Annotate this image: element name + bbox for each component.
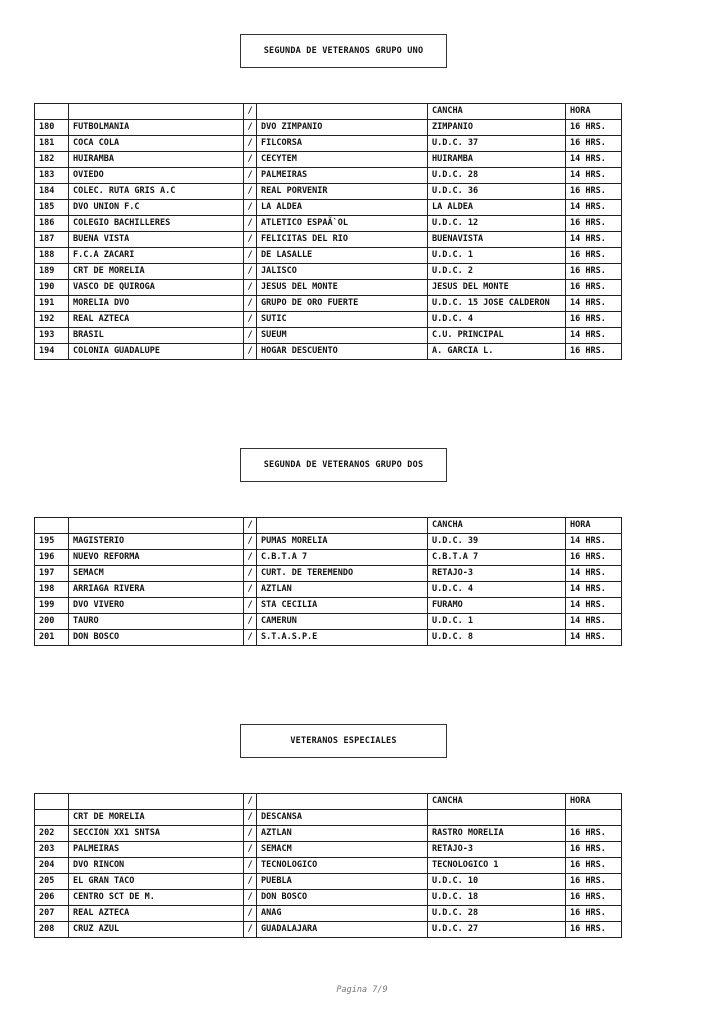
table-row xyxy=(35,248,622,264)
table-row xyxy=(35,312,622,328)
table-row xyxy=(35,296,622,312)
venue-cell: HUIRAMBA xyxy=(428,152,566,168)
time-cell: 14 HRS. xyxy=(566,200,622,216)
time-cell: 16 HRS. xyxy=(566,120,622,136)
match-number-cell: 195 xyxy=(35,534,69,550)
away-team-cell: REAL PORVENIR xyxy=(257,184,428,200)
match-number-cell: 200 xyxy=(35,614,69,630)
time-cell: HORA xyxy=(566,518,622,534)
separator-cell: / xyxy=(244,136,257,152)
match-number-cell: 201 xyxy=(35,630,69,646)
table-row xyxy=(35,264,622,280)
time-cell: 16 HRS. xyxy=(566,906,622,922)
table-row xyxy=(35,614,622,630)
separator-cell: / xyxy=(244,890,257,906)
home-team-cell: ARRIAGA RIVERA xyxy=(69,582,244,598)
away-team-cell: PUEBLA xyxy=(257,874,428,890)
home-team-cell: COLONIA GUADALUPE xyxy=(69,344,244,360)
away-team-cell: AZTLAN xyxy=(257,582,428,598)
separator-cell: / xyxy=(244,328,257,344)
time-cell: 14 HRS. xyxy=(566,152,622,168)
time-cell: 16 HRS. xyxy=(566,280,622,296)
table-row xyxy=(35,890,622,906)
table-header-row xyxy=(35,794,622,810)
away-team-cell: LA ALDEA xyxy=(257,200,428,216)
home-team-cell: TAURO xyxy=(69,614,244,630)
time-cell: 16 HRS. xyxy=(566,890,622,906)
match-number-cell: 202 xyxy=(35,826,69,842)
separator-cell: / xyxy=(244,184,257,200)
table-header-row xyxy=(35,104,622,120)
separator-cell: / xyxy=(244,104,257,120)
table-row xyxy=(35,120,622,136)
home-team-cell: FUTBOLMANIA xyxy=(69,120,244,136)
separator-cell: / xyxy=(244,120,257,136)
separator-cell: / xyxy=(244,874,257,890)
away-team-cell: CAMERUN xyxy=(257,614,428,630)
table-row xyxy=(35,152,622,168)
match-number-cell: 188 xyxy=(35,248,69,264)
separator-cell: / xyxy=(244,200,257,216)
venue-cell: CANCHA xyxy=(428,518,566,534)
separator-cell: / xyxy=(244,168,257,184)
venue-cell: U.D.C. 37 xyxy=(428,136,566,152)
match-number-cell: 192 xyxy=(35,312,69,328)
home-team-cell: HUIRAMBA xyxy=(69,152,244,168)
separator-cell: / xyxy=(244,858,257,874)
separator-cell: / xyxy=(244,794,257,810)
time-cell: 16 HRS. xyxy=(566,858,622,874)
table-row xyxy=(35,136,622,152)
away-team-cell: DESCANSA xyxy=(257,810,428,826)
separator-cell: / xyxy=(244,296,257,312)
time-cell: 16 HRS. xyxy=(566,264,622,280)
home-team-cell: BRASIL xyxy=(69,328,244,344)
venue-cell: A. GARCIA L. xyxy=(428,344,566,360)
away-team-cell: ATLETICO ESPAÃ`OL xyxy=(257,216,428,232)
match-number-cell: 206 xyxy=(35,890,69,906)
venue-cell: C.U. PRINCIPAL xyxy=(428,328,566,344)
time-cell: 14 HRS. xyxy=(566,598,622,614)
match-number-cell xyxy=(35,518,69,534)
table-row xyxy=(35,566,622,582)
venue-cell: U.D.C. 2 xyxy=(428,264,566,280)
match-number-cell: 183 xyxy=(35,168,69,184)
time-cell: 14 HRS. xyxy=(566,296,622,312)
time-cell xyxy=(566,810,622,826)
time-cell: 16 HRS. xyxy=(566,344,622,360)
table-row xyxy=(35,534,622,550)
away-team-cell: DVO ZIMPANIO xyxy=(257,120,428,136)
away-team-cell: SEMACM xyxy=(257,842,428,858)
home-team-cell xyxy=(69,794,244,810)
table-row xyxy=(35,630,622,646)
home-team-cell: MAGISTERIO xyxy=(69,534,244,550)
table-row xyxy=(35,550,622,566)
home-team-cell: CRUZ AZUL xyxy=(69,922,244,938)
separator-cell: / xyxy=(244,614,257,630)
table-row xyxy=(35,858,622,874)
match-number-cell: 187 xyxy=(35,232,69,248)
home-team-cell xyxy=(69,518,244,534)
away-team-cell xyxy=(257,518,428,534)
separator-cell: / xyxy=(244,826,257,842)
time-cell: 14 HRS. xyxy=(566,582,622,598)
venue-cell: RETAJO-3 xyxy=(428,566,566,582)
home-team-cell: PALMEIRAS xyxy=(69,842,244,858)
home-team-cell: CRT DE MORELIA xyxy=(69,810,244,826)
home-team-cell: REAL AZTECA xyxy=(69,312,244,328)
venue-cell: FURAMO xyxy=(428,598,566,614)
match-number-cell: 208 xyxy=(35,922,69,938)
time-cell: 16 HRS. xyxy=(566,312,622,328)
table-row xyxy=(35,328,622,344)
time-cell: 16 HRS. xyxy=(566,874,622,890)
time-cell: 14 HRS. xyxy=(566,566,622,582)
match-number-cell: 180 xyxy=(35,120,69,136)
match-number-cell: 196 xyxy=(35,550,69,566)
match-number-cell: 184 xyxy=(35,184,69,200)
separator-cell: / xyxy=(244,232,257,248)
table-row xyxy=(35,184,622,200)
home-team-cell: REAL AZTECA xyxy=(69,906,244,922)
time-cell: 14 HRS. xyxy=(566,614,622,630)
separator-cell: / xyxy=(244,630,257,646)
venue-cell: U.D.C. 1 xyxy=(428,248,566,264)
home-team-cell: NUEVO REFORMA xyxy=(69,550,244,566)
time-cell: 16 HRS. xyxy=(566,842,622,858)
table-row xyxy=(35,200,622,216)
venue-cell xyxy=(428,810,566,826)
time-cell: 14 HRS. xyxy=(566,630,622,646)
separator-cell: / xyxy=(244,598,257,614)
venue-cell: U.D.C. 4 xyxy=(428,582,566,598)
home-team-cell: VASCO DE QUIROGA xyxy=(69,280,244,296)
separator-cell: / xyxy=(244,550,257,566)
table-row xyxy=(35,582,622,598)
away-team-cell: FILCORSA xyxy=(257,136,428,152)
fixtures-table xyxy=(34,103,622,360)
away-team-cell: ANAG xyxy=(257,906,428,922)
venue-cell: TECNOLOGICO 1 xyxy=(428,858,566,874)
away-team-cell xyxy=(257,794,428,810)
away-team-cell: GRUPO DE ORO FUERTE xyxy=(257,296,428,312)
match-number-cell: 205 xyxy=(35,874,69,890)
away-team-cell: FELICITAS DEL RIO xyxy=(257,232,428,248)
separator-cell: / xyxy=(244,312,257,328)
venue-cell: RASTRO MORELIA xyxy=(428,826,566,842)
time-cell: 16 HRS. xyxy=(566,216,622,232)
away-team-cell: JESUS DEL MONTE xyxy=(257,280,428,296)
home-team-cell: DVO UNION F.C xyxy=(69,200,244,216)
home-team-cell: SECCION XX1 SNTSA xyxy=(69,826,244,842)
home-team-cell: EL GRAN TACO xyxy=(69,874,244,890)
venue-cell: C.B.T.A 7 xyxy=(428,550,566,566)
home-team-cell: DON BOSCO xyxy=(69,630,244,646)
table-row xyxy=(35,810,622,826)
venue-cell: BUENAVISTA xyxy=(428,232,566,248)
venue-cell: U.D.C. 1 xyxy=(428,614,566,630)
table-row xyxy=(35,216,622,232)
venue-cell: U.D.C. 18 xyxy=(428,890,566,906)
section-title: SEGUNDA DE VETERANOS GRUPO UNO xyxy=(240,34,447,68)
time-cell: 16 HRS. xyxy=(566,248,622,264)
time-cell: 16 HRS. xyxy=(566,550,622,566)
away-team-cell: CURT. DE TEREMENDO xyxy=(257,566,428,582)
venue-cell: U.D.C. 8 xyxy=(428,630,566,646)
away-team-cell xyxy=(257,104,428,120)
home-team-cell: COLEC. RUTA GRIS A.C xyxy=(69,184,244,200)
venue-cell: CANCHA xyxy=(428,104,566,120)
away-team-cell: SUEUM xyxy=(257,328,428,344)
time-cell: HORA xyxy=(566,104,622,120)
match-number-cell xyxy=(35,810,69,826)
fixtures-table xyxy=(34,793,622,938)
away-team-cell: DE LASALLE xyxy=(257,248,428,264)
venue-cell: U.D.C. 36 xyxy=(428,184,566,200)
match-number-cell: 204 xyxy=(35,858,69,874)
separator-cell: / xyxy=(244,566,257,582)
table-row xyxy=(35,280,622,296)
table-row xyxy=(35,168,622,184)
match-number-cell: 181 xyxy=(35,136,69,152)
match-number-cell: 194 xyxy=(35,344,69,360)
separator-cell: / xyxy=(244,518,257,534)
venue-cell: U.D.C. 10 xyxy=(428,874,566,890)
section-title: SEGUNDA DE VETERANOS GRUPO DOS xyxy=(240,448,447,482)
away-team-cell: C.B.T.A 7 xyxy=(257,550,428,566)
separator-cell: / xyxy=(244,152,257,168)
venue-cell: ZIMPANIO xyxy=(428,120,566,136)
match-number-cell: 198 xyxy=(35,582,69,598)
home-team-cell: SEMACM xyxy=(69,566,244,582)
away-team-cell: JALISCO xyxy=(257,264,428,280)
home-team-cell: DVO VIVERO xyxy=(69,598,244,614)
venue-cell: U.D.C. 39 xyxy=(428,534,566,550)
table-header-row xyxy=(35,518,622,534)
match-number-cell: 197 xyxy=(35,566,69,582)
separator-cell: / xyxy=(244,922,257,938)
venue-cell: CANCHA xyxy=(428,794,566,810)
match-number-cell: 203 xyxy=(35,842,69,858)
time-cell: 14 HRS. xyxy=(566,534,622,550)
table-row xyxy=(35,598,622,614)
time-cell: 16 HRS. xyxy=(566,826,622,842)
table-row xyxy=(35,906,622,922)
separator-cell: / xyxy=(244,810,257,826)
separator-cell: / xyxy=(244,534,257,550)
match-number-cell: 189 xyxy=(35,264,69,280)
home-team-cell: MORELIA DVO xyxy=(69,296,244,312)
time-cell: 14 HRS. xyxy=(566,328,622,344)
home-team-cell: F.C.A ZACARI xyxy=(69,248,244,264)
separator-cell: / xyxy=(244,344,257,360)
separator-cell: / xyxy=(244,582,257,598)
match-number-cell: 193 xyxy=(35,328,69,344)
venue-cell: U.D.C. 27 xyxy=(428,922,566,938)
table-row xyxy=(35,826,622,842)
match-number-cell xyxy=(35,104,69,120)
time-cell: 14 HRS. xyxy=(566,232,622,248)
away-team-cell: CECYTEM xyxy=(257,152,428,168)
match-number-cell: 199 xyxy=(35,598,69,614)
away-team-cell: PUMAS MORELIA xyxy=(257,534,428,550)
away-team-cell: AZTLAN xyxy=(257,826,428,842)
venue-cell: U.D.C. 4 xyxy=(428,312,566,328)
venue-cell: U.D.C. 28 xyxy=(428,906,566,922)
venue-cell: U.D.C. 12 xyxy=(428,216,566,232)
table-row xyxy=(35,922,622,938)
separator-cell: / xyxy=(244,842,257,858)
away-team-cell: S.T.A.S.P.E xyxy=(257,630,428,646)
match-number-cell: 182 xyxy=(35,152,69,168)
fixtures-table xyxy=(34,517,622,646)
venue-cell: U.D.C. 15 JOSE CALDERON xyxy=(428,296,566,312)
away-team-cell: PALMEIRAS xyxy=(257,168,428,184)
home-team-cell xyxy=(69,104,244,120)
away-team-cell: SUTIC xyxy=(257,312,428,328)
time-cell: 16 HRS. xyxy=(566,184,622,200)
separator-cell: / xyxy=(244,216,257,232)
away-team-cell: STA CECILIA xyxy=(257,598,428,614)
table-row xyxy=(35,232,622,248)
page-number: Pagina 7/9 xyxy=(336,985,388,995)
home-team-cell: COCA COLA xyxy=(69,136,244,152)
match-number-cell: 207 xyxy=(35,906,69,922)
home-team-cell: COLEGIO BACHILLERES xyxy=(69,216,244,232)
away-team-cell: HOGAR DESCUENTO xyxy=(257,344,428,360)
venue-cell: RETAJO-3 xyxy=(428,842,566,858)
time-cell: 16 HRS. xyxy=(566,136,622,152)
separator-cell: / xyxy=(244,264,257,280)
section-title: VETERANOS ESPECIALES xyxy=(240,724,447,758)
table-row xyxy=(35,842,622,858)
home-team-cell: BUENA VISTA xyxy=(69,232,244,248)
table-row xyxy=(35,344,622,360)
home-team-cell: CRT DE MORELIA xyxy=(69,264,244,280)
separator-cell: / xyxy=(244,906,257,922)
table-row xyxy=(35,874,622,890)
venue-cell: LA ALDEA xyxy=(428,200,566,216)
away-team-cell: GUADALAJARA xyxy=(257,922,428,938)
away-team-cell: DON BOSCO xyxy=(257,890,428,906)
match-number-cell: 186 xyxy=(35,216,69,232)
venue-cell: JESUS DEL MONTE xyxy=(428,280,566,296)
time-cell: HORA xyxy=(566,794,622,810)
match-number-cell: 190 xyxy=(35,280,69,296)
separator-cell: / xyxy=(244,248,257,264)
away-team-cell: TECNOLOGICO xyxy=(257,858,428,874)
home-team-cell: CENTRO SCT DE M. xyxy=(69,890,244,906)
time-cell: 14 HRS. xyxy=(566,168,622,184)
match-number-cell xyxy=(35,794,69,810)
home-team-cell: DVO RINCON xyxy=(69,858,244,874)
time-cell: 16 HRS. xyxy=(566,922,622,938)
home-team-cell: OVIEDO xyxy=(69,168,244,184)
separator-cell: / xyxy=(244,280,257,296)
match-number-cell: 185 xyxy=(35,200,69,216)
match-number-cell: 191 xyxy=(35,296,69,312)
venue-cell: U.D.C. 28 xyxy=(428,168,566,184)
